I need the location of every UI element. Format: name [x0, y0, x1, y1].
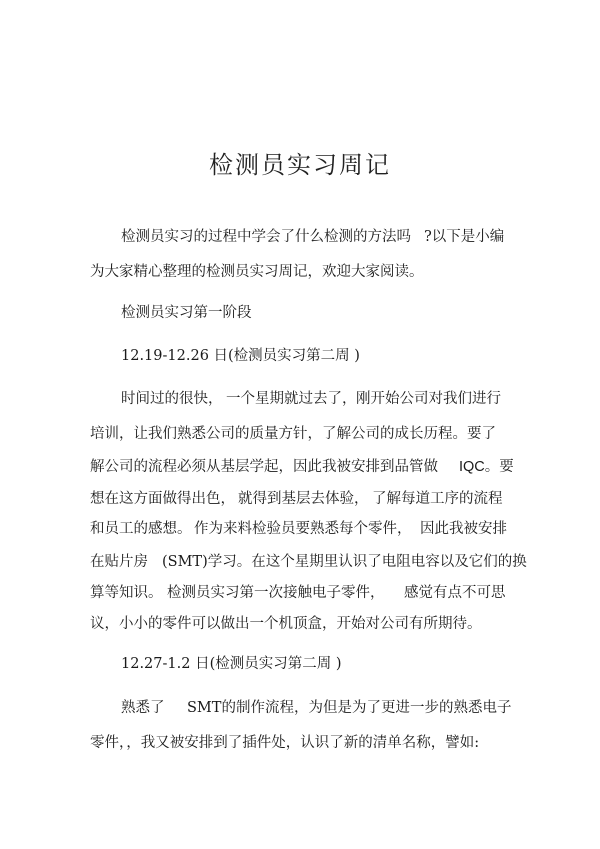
- week1-line-7c: 感觉有点不可思: [404, 585, 506, 601]
- week2-line-1b: SMT的制作流程，为但是为了更进一步的熟悉电子: [187, 700, 512, 716]
- intro-line-1a: 检测员实习的过程中学会了什么检测的方法吗: [121, 229, 411, 245]
- week1-line-5a: 和员工的感想。: [90, 521, 192, 537]
- week1-line-5b: 作为来料检验员要熟悉每个零件，: [194, 521, 412, 537]
- week1-heading: 12.19-12.26 日(检测员实习第二周 ): [121, 348, 360, 364]
- week1-line-6a: 在贴片房: [90, 554, 148, 570]
- week1-line-5c: 因此我被安排: [420, 521, 507, 537]
- week2-line-1a: 熟悉了: [121, 700, 165, 716]
- week1-line-4a: 想在这方面做得出色，: [90, 491, 235, 507]
- week1-line-3b: IQC。要: [459, 459, 514, 475]
- week1-line-7b: 检测员实习第一次接触电子零件，: [167, 585, 385, 601]
- week1-line-1c: 刚开始公司对我们进行: [356, 391, 501, 407]
- intro-line-2: 为大家精心整理的检测员实习周记，欢迎大家阅读。: [90, 264, 424, 280]
- week1-line-1a: 时间过的很快，: [121, 391, 223, 407]
- week2-line-2: 零件，，我又被安排到了插件处，认识了新的清单名称，譬如:: [90, 735, 480, 751]
- week1-line-4b: 就得到基层去体验，: [238, 491, 369, 507]
- section-heading: 检测员实习第一阶段: [121, 305, 252, 321]
- week1-line-2: 培训，让我们熟悉公司的质量方针，了解公司的成长历程。要了: [90, 426, 496, 442]
- intro-line-1b: ?以下是小编: [424, 229, 505, 245]
- week1-line-3a: 解公司的流程必须从基层学起，因此我被安排到品管做: [90, 459, 438, 475]
- week1-line-4c: 了解每道工序的流程: [372, 491, 503, 507]
- week1-line-8: 议，小小的零件可以做出一个机顶盒，开始对公司有所期待。: [90, 616, 482, 632]
- week1-line-7a: 算等知识。: [90, 585, 163, 601]
- week1-line-1b: 一个星期就过去了，: [226, 391, 357, 407]
- document-title: 检测员实习周记: [209, 151, 391, 179]
- week1-line-6b: (SMT)学习。在这个星期里认识了电阻电容以及它们的换: [162, 554, 527, 570]
- week2-heading: 12.27-1.2 日(检测员实习第二周 ): [121, 656, 342, 672]
